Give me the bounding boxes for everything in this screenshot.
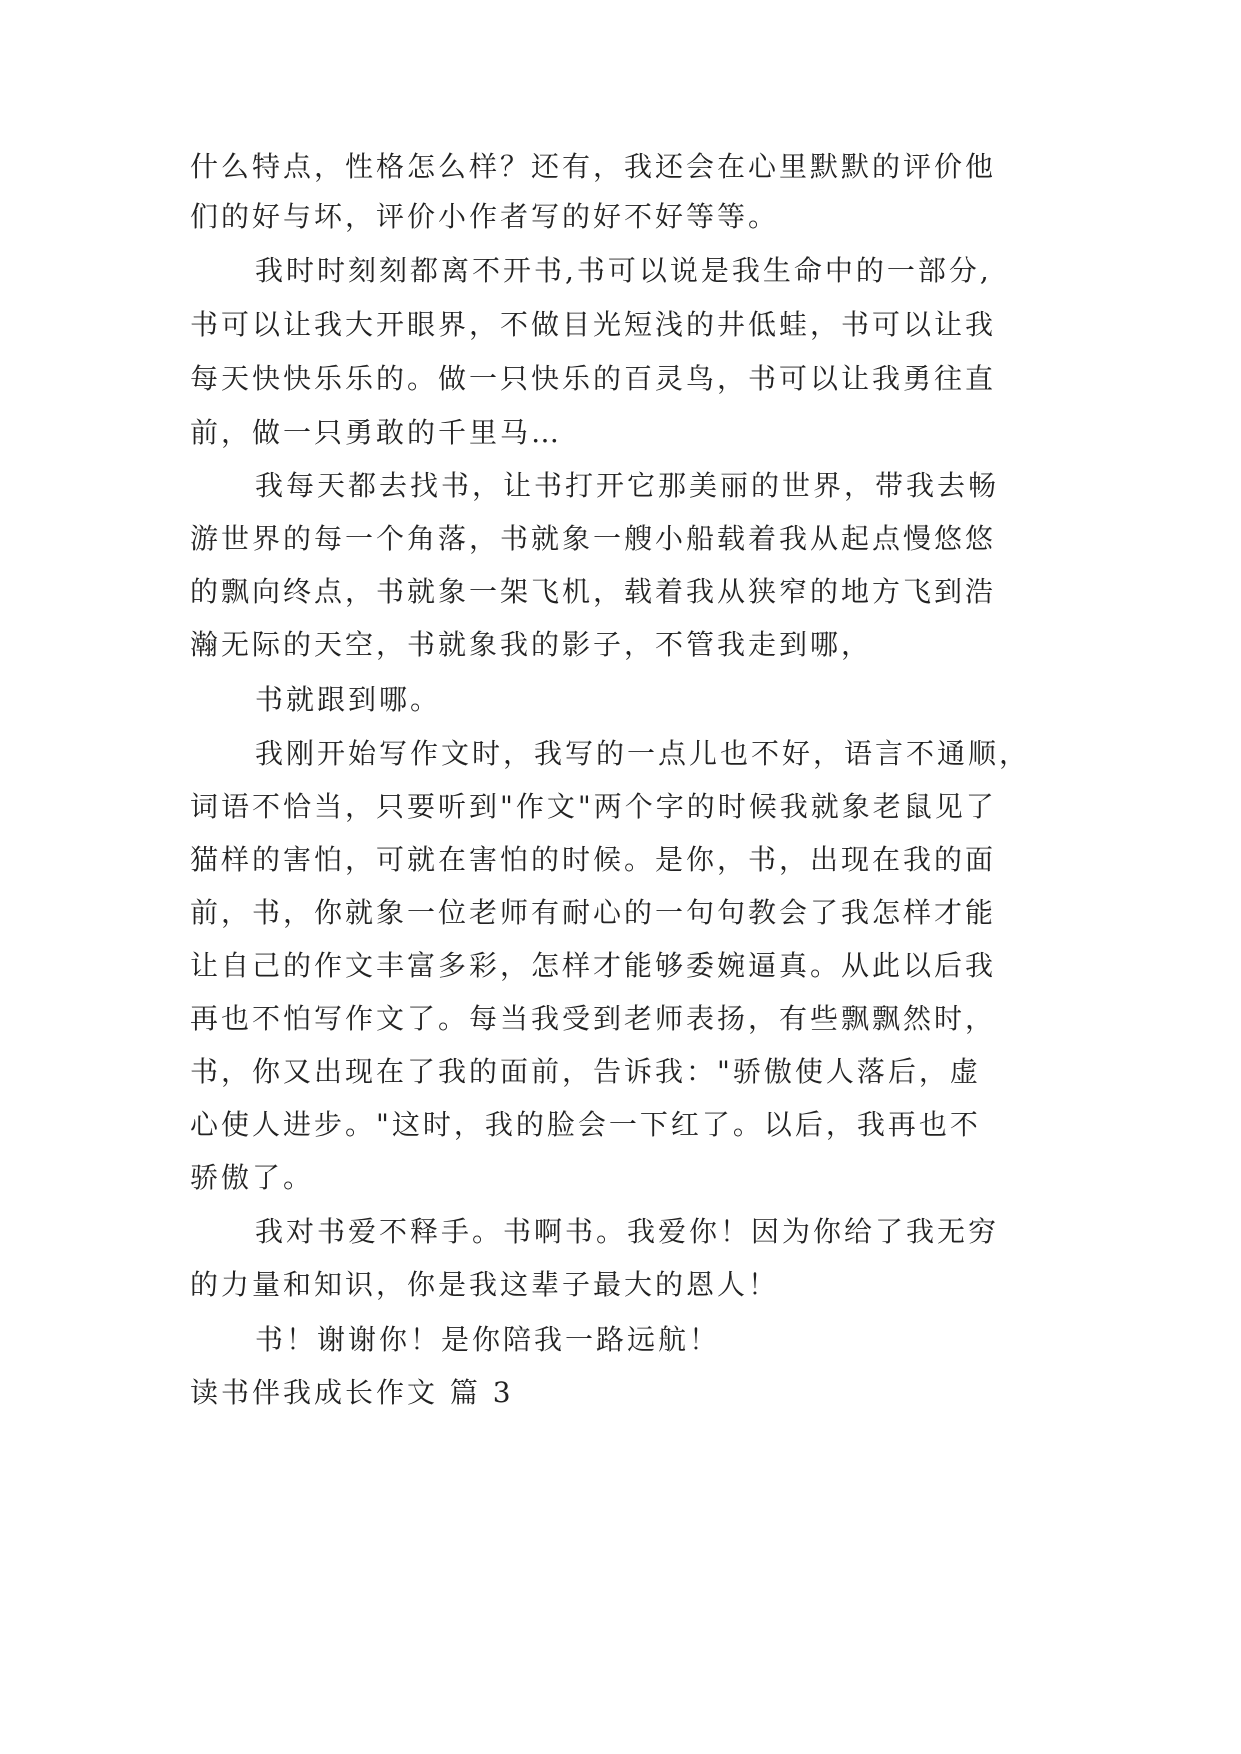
- body-text-line: 每天快快乐乐的。做一只快乐的百灵鸟，书可以让我勇往直: [190, 362, 997, 395]
- body-text-line: 骄傲了。: [190, 1161, 315, 1194]
- paragraph-first-line: 我每天都去找书，让书打开它那美丽的世界，带我去畅: [255, 469, 1000, 502]
- paragraph-first-line: 书就跟到哪。: [255, 683, 442, 716]
- paragraph-first-line: 我刚开始写作文时，我写的一点儿也不好，语言不通顺，: [255, 737, 1031, 770]
- body-text-line: 书，你又出现在了我的面前，告诉我："骄傲使人落后，虚: [190, 1055, 981, 1088]
- body-text-line: 的力量和知识，你是我这辈子最大的恩人！: [190, 1268, 780, 1301]
- body-text-line: 什么特点，性格怎么样？还有，我还会在心里默默的评价他: [190, 150, 997, 183]
- body-text-line: 的飘向终点，书就象一架飞机，载着我从狭窄的地方飞到浩: [190, 575, 997, 608]
- body-text-line: 书可以让我大开眼界，不做目光短浅的井低蛙，书可以让我: [190, 308, 997, 341]
- body-text-line: 词语不恰当，只要听到"作文"两个字的时候我就象老鼠见了: [190, 790, 997, 823]
- section-heading: 读书伴我成长作文 篇 3: [190, 1376, 514, 1409]
- paragraph-first-line: 我对书爱不释手。书啊书。我爱你！因为你给了我无穷: [255, 1215, 1000, 1248]
- paragraph-first-line: 我时时刻刻都离不开书,书可以说是我生命中的一部分,: [255, 254, 992, 287]
- body-text-line: 猫样的害怕，可就在害怕的时候。是你，书，出现在我的面: [190, 843, 997, 876]
- body-text-line: 心使人进步。"这时，我的脸会一下红了。以后，我再也不: [190, 1108, 981, 1141]
- body-text-line: 再也不怕写作文了。每当我受到老师表扬，有些飘飘然时，: [190, 1002, 997, 1035]
- body-text-line: 们的好与坏，评价小作者写的好不好等等。: [190, 200, 780, 233]
- body-text-line: 瀚无际的天空，书就象我的影子，不管我走到哪，: [190, 628, 873, 661]
- body-text-line: 游世界的每一个角落，书就象一艘小船载着我从起点慢悠悠: [190, 522, 997, 555]
- body-text-line: 前，做一只勇敢的千里马…: [190, 416, 563, 449]
- body-text-line: 前，书，你就象一位老师有耐心的一句句教会了我怎样才能: [190, 896, 997, 929]
- paragraph-first-line: 书！谢谢你！是你陪我一路远航！: [255, 1323, 721, 1356]
- body-text-line: 让自己的作文丰富多彩，怎样才能够委婉逼真。从此以后我: [190, 949, 997, 982]
